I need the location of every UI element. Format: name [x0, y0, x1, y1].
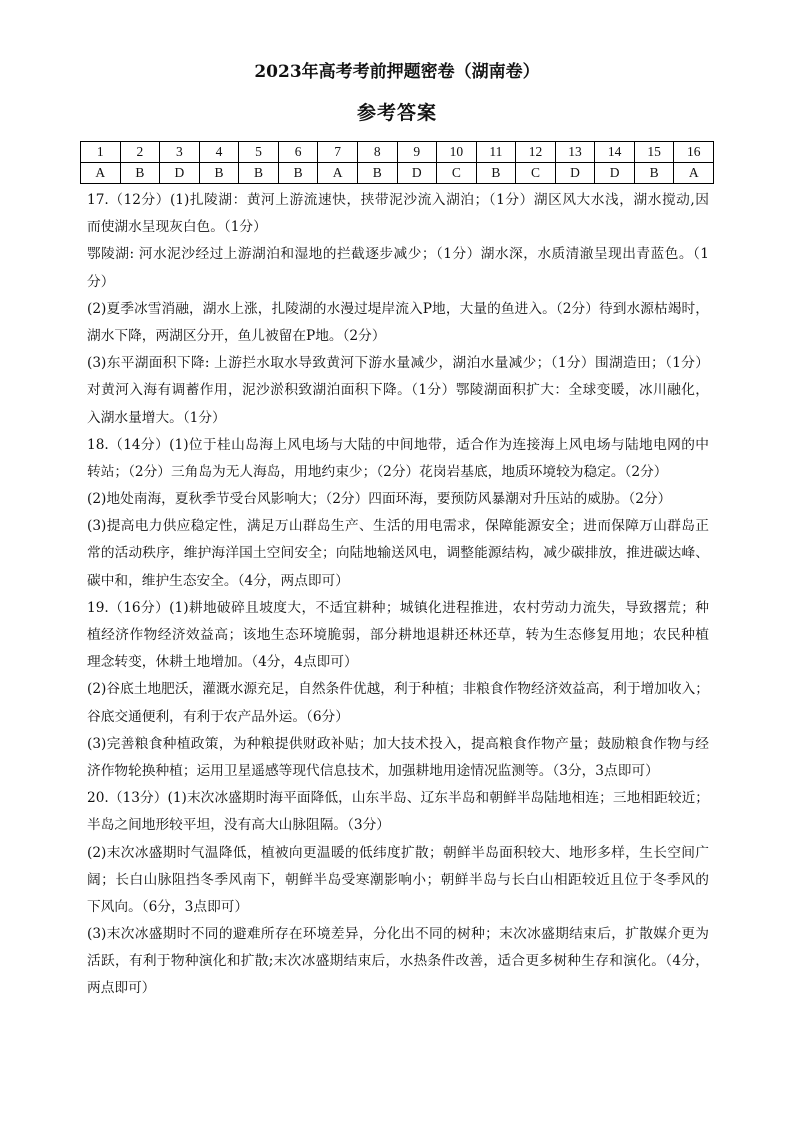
answer-line: 谷底交通便利，有利于农产品外运。（6分）	[87, 708, 349, 725]
answer-cell: B	[278, 163, 318, 184]
answer-cell: C	[516, 163, 556, 184]
answer-line: (3)末次冰盛期时不同的避难所存在环境差异，分化出不同的树种；末次冰盛期结束后，扩散媒介更为	[87, 926, 709, 943]
answer-line: (3)提高电力供应稳定性，满足万山群岛生产、生活的用电需求，保障能源安全；进而保障万山群岛正	[87, 518, 709, 535]
answer-line: 碳中和，维护生态安全。（4分，两点即可）	[87, 572, 349, 589]
page-title: 2023年高考考前押题密卷（湖南卷）	[254, 62, 540, 82]
answer-line: 鄂陵湖: 河水泥沙经过上游湖泊和湿地的拦截逐步减少；（1分）湖水深，水质清澈呈现出青蓝色。（1	[87, 246, 709, 263]
question-answer-19	[87, 595, 709, 785]
answer-line: (2)地处南海，夏秋季节受台风影响大；（2分）四面环海，要预防风暴潮对升压站的威胁。（2分）	[87, 491, 672, 508]
answer-cell: D	[397, 163, 437, 184]
answer-paragraph	[87, 595, 709, 677]
answer-line: 阔；长白山脉阻挡冬季风南下，朝鲜半岛受寒潮影响小；朝鲜半岛与长白山相距较近且位于冬季风的	[87, 871, 709, 888]
answer-line: (2)夏季冰雪消融，湖水上涨，扎陵湖的水漫过堤岸流入P地，大量的鱼进入。（2分）待到水源枯竭时，	[87, 300, 709, 317]
question-number-cell: 3	[160, 142, 200, 163]
answer-line: 转站；（2分）三角岛为无人海岛，用地约束少；（2分）花岗岩基底，地质环境较为稳定。（2分）	[87, 463, 668, 480]
question-number-cell: 15	[634, 142, 674, 163]
answer-line: 理念转变，休耕土地增加。（4分，4点即可）	[87, 654, 358, 671]
answer-line: 18.（14分）(1)位于桂山岛海上风电场与大陆的中间地带，适合作为连接海上风电场与陆地电网的中	[87, 436, 709, 453]
answer-cell: D	[160, 163, 200, 184]
answer-cell: B	[239, 163, 279, 184]
answer-line: 两点即可）	[87, 980, 156, 997]
answer-line: 而使湖水呈现灰白色。（1分）	[87, 219, 267, 236]
question-number-row	[81, 142, 714, 163]
answer-paragraph	[87, 840, 709, 922]
answer-paragraph	[87, 187, 709, 241]
answer-line: 济作物轮换种植；运用卫星遥感等现代信息技术，加强耕地用途情况监测等。（3分，3点即可）	[87, 762, 659, 779]
answer-cell: D	[595, 163, 635, 184]
page-subtitle: 参考答案	[356, 102, 437, 124]
answer-row	[81, 163, 714, 184]
answer-line: 20.（13分）(1)末次冰盛期时海平面降低，山东半岛、辽东半岛和朝鲜半岛陆地相连；三地相距较近；	[87, 790, 709, 807]
answer-cell: A	[81, 163, 121, 184]
question-number-cell: 5	[239, 142, 279, 163]
question-number-cell: 7	[318, 142, 358, 163]
answer-paragraph	[87, 350, 709, 432]
answer-line: 常的活动秩序，维护海洋国土空间安全；向陆地输送风电，调整能源结构，减少碳排放，推进碳达峰、	[87, 545, 709, 562]
answer-line: 分）	[87, 273, 115, 290]
answer-cell: B	[476, 163, 516, 184]
question-number-cell: 6	[278, 142, 318, 163]
question-number-cell: 13	[555, 142, 595, 163]
answer-cell: B	[634, 163, 674, 184]
answer-line: 17.（12分）(1)扎陵湖：黄河上游流速快，挟带泥沙流入湖泊；（1分）湖区风大水浅，湖水搅动,因	[87, 192, 709, 208]
answer-line: 下风向。（6分，3点即可）	[87, 898, 249, 915]
answer-cell: B	[357, 163, 397, 184]
question-number-cell: 9	[397, 142, 437, 163]
answer-line: 植经济作物经济效益高；该地生态环境脆弱，部分耕地退耕还林还草，转为生态修复用地；农民种植	[87, 627, 709, 643]
question-number-cell: 12	[516, 142, 556, 163]
question-number-cell: 14	[595, 142, 635, 163]
question-number-cell: 10	[437, 142, 477, 163]
answer-paragraph	[87, 785, 709, 839]
answer-paragraph	[87, 676, 709, 730]
question-number-cell: 16	[674, 142, 714, 163]
answer-paragraph	[87, 513, 709, 595]
question-number-cell: 1	[81, 142, 121, 163]
question-number-cell: 11	[476, 142, 516, 163]
answer-line: (3)完善粮食种植政策，为种粮提供财政补贴；加大技术投入，提高粮食作物产量；鼓励粮食作物与经	[87, 735, 709, 752]
answer-line: 活跃，有利于物种演化和扩散;末次冰盛期结束后，水热条件改善，适合更多树种生存和演化。（4分，	[87, 953, 709, 970]
answer-line: 入湖水量增大。（1分）	[87, 409, 226, 426]
question-number-cell: 4	[199, 142, 239, 163]
answer-paragraph	[87, 296, 709, 350]
answer-cell: A	[674, 163, 714, 184]
question-number-cell: 2	[120, 142, 160, 163]
answer-line: 19.（16分）(1)耕地破碎且坡度大，不适宜耕种；城镇化进程推进，农村劳动力流失，导致撂荒；种	[87, 599, 709, 616]
answer-line: 湖水下降，两湖区分开，鱼儿被留在P地。（2分）	[87, 327, 386, 344]
answer-line: 半岛之间地形较平坦，没有高大山脉阻隔。（3分）	[87, 817, 390, 834]
answer-line: (2)谷底土地肥沃，灌溉水源充足，自然条件优越，利于种植；非粮食作物经济效益高，利于增加收入；	[87, 681, 709, 698]
answer-cell: D	[555, 163, 595, 184]
answer-line: 对黄河入海有调蓄作用，泥沙淤积致湖泊面积下降。（1分）鄂陵湖面积扩大：全球变暖，冰川融化，	[87, 382, 709, 399]
answer-paragraph	[87, 486, 709, 513]
answer-line: (3)东平湖面积下降: 上游拦水取水导致黄河下游水量减少，湖泊水量减少；（1分）围湖造田；（1分）	[87, 355, 709, 372]
answer-cell: B	[120, 163, 160, 184]
answer-paragraph	[87, 921, 709, 1003]
answer-paragraph	[87, 432, 709, 486]
question-answer-17	[87, 187, 709, 432]
answer-paragraph	[87, 731, 709, 785]
answer-line: (2)末次冰盛期时气温降低，植被向更温暖的低纬度扩散；朝鲜半岛面积较大、地形多样，生长空间广	[87, 844, 709, 861]
question-answer-20	[87, 785, 709, 1003]
answer-cell: A	[318, 163, 358, 184]
question-number-cell: 8	[357, 142, 397, 163]
answers-body	[87, 187, 709, 1003]
answer-cell: C	[437, 163, 477, 184]
question-answer-18	[87, 432, 709, 595]
answer-cell: B	[199, 163, 239, 184]
answer-paragraph	[87, 241, 709, 295]
answer-table	[80, 141, 714, 184]
